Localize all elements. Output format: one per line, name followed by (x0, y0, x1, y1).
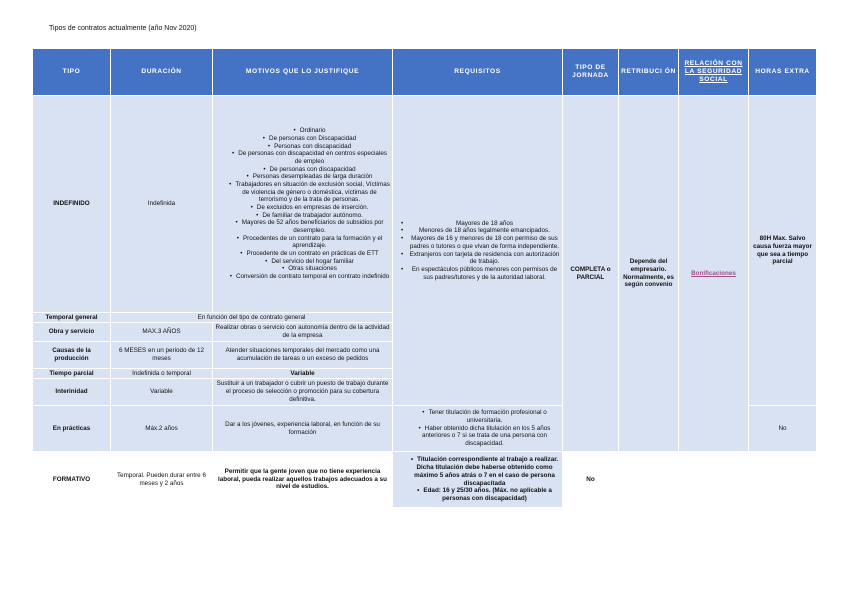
requisito-item: • Haber obtenido dicha titulación en los 5 años anteriores o 7 si se trata de una persona con discapacidad. (409, 425, 560, 448)
requisito-item: • Extranjeros con tarjeta de residencia con autorización de trabajo. (409, 251, 560, 266)
header-row (33, 49, 817, 96)
header-tipo: TIPO (33, 49, 111, 96)
document-title: Tipos de contratos actualmente (año Nov 2020) (49, 25, 197, 32)
motivo-item: • Personas desempleadas de larga duración (229, 173, 390, 181)
motivo-item: • Ordinario (229, 127, 390, 135)
jornada-shared: COMPLETA o PARCIAL (563, 96, 619, 452)
duracion-formativo: Temporal. Pueden durar entre 6 meses y 2 años (111, 452, 213, 508)
requisito-item: • Mayores de 16 y menores de 18 con permiso de sus padres o tutores o que vivan de forma independiente. (409, 235, 560, 250)
duracion-indefinido: Indefinida (111, 96, 213, 313)
requisitos-general (393, 96, 563, 406)
row-formativo (33, 452, 817, 508)
header-seguridad-link[interactable]: RELACIÓN CON LA SEGURIDAD SOCIAL (679, 49, 749, 96)
motivo-item: • Conversión de contrato temporal en contrato indefinido (229, 273, 390, 281)
motivo-item: • Otras situaciones (229, 265, 390, 273)
requisitos-formativo (393, 452, 563, 508)
tipo-interinidad: Interinidad (33, 379, 111, 406)
header-jornada: TIPO DE JORNADA (563, 49, 619, 96)
bonificaciones-link[interactable]: Bonificaciones (691, 269, 736, 277)
temporal-general-text: En función del tipo de contrato general (111, 313, 393, 323)
contracts-table (32, 48, 817, 508)
tipo-indefinido: INDEFINIDO (33, 96, 111, 313)
motivos-parcial: Variable (213, 369, 393, 379)
duracion-interinidad: Variable (111, 379, 213, 406)
header-horas: HORAS EXTRA (749, 49, 817, 96)
motivo-item: • Mayores de 52 años beneficiarios de subsidios por desempleo. (229, 219, 390, 234)
horas-indefinido: 80H Max. Salvo causa fuerza mayor que sea a tiempo parcial (749, 96, 817, 406)
header-duracion: DURACIÓN (111, 49, 213, 96)
duracion-practicas: Máx.2 años (111, 406, 213, 452)
motivo-item: • De familiar de trabajador autónomo. (229, 212, 390, 220)
motivo-item: • Procedente de un contrato en prácticas de ETT (229, 250, 390, 258)
tipo-formativo: FORMATIVO (33, 452, 111, 508)
row-indefinido (33, 96, 817, 313)
motivo-item: • Procedentes de un contrato para la formación y el aprendizaje. (229, 235, 390, 250)
tipo-obra: Obra y servicio (33, 323, 111, 342)
requisito-item: • Menores de 18 años legalmente emancipados. (409, 227, 560, 235)
header-requisitos: REQUISITOS (393, 49, 563, 96)
motivos-practicas: Dar a los jóvenes, experiencia laboral, en función de su formación (213, 406, 393, 452)
requisito-item: • Edad: 16 y 25/30 años. (Máx. no aplicable a personas con discapacidad) (409, 487, 560, 502)
requisito-item: • Mayores de 18 años (409, 220, 560, 228)
requisito-item: • Tener titulación de formación profesional o universitaria. (409, 409, 560, 424)
motivos-obra: Realizar obras o servicio con autonomía dentro de la actividad de la empresa (213, 323, 393, 342)
duracion-causas: 6 MESES en un periodo de 12 meses (111, 342, 213, 369)
horas-formativo: No (563, 452, 619, 508)
retribucion-shared: Depende del empresario. Normalmente, es según convenio (619, 96, 679, 452)
horas-practicas: No (749, 406, 817, 452)
tipo-practicas: En prácticas (33, 406, 111, 452)
motivos-causas: Atender situaciones temporales del mercado como una acumulación de tareas o un exceso de pedidos (213, 342, 393, 369)
requisitos-practicas (393, 406, 563, 452)
header-motivos: MOTIVOS QUE LO JUSTIFIQUE (213, 49, 393, 96)
requisito-item: • En espectáculos públicos menores con permisos de sus padres/tutores y de la autoridad laboral. (409, 266, 560, 281)
duracion-obra: MAX.3 AÑOS (111, 323, 213, 342)
tipo-parcial: Tiempo parcial (33, 369, 111, 379)
motivo-item: • De excluidos en empresas de inserción. (229, 204, 390, 212)
requisito-item: • Titulación correspondiente al trabajo a realizar. Dicha titulación debe haberse obtenido como máximo 5 años atrás o 7 en el caso de persona discapacitada (409, 456, 560, 487)
motivo-item: • De personas con discapacidad (229, 166, 390, 174)
tipo-causas: Causas de la producción (33, 342, 111, 369)
motivo-item: • Personas con discapacidad (229, 143, 390, 151)
motivo-item: • De personas con Discapacidad (229, 135, 390, 143)
tipo-temporal-general: Temporal general (33, 313, 111, 323)
header-retribucion: RETRIBUCI ÓN (619, 49, 679, 96)
motivo-item: • De personas con discapacidad en centros especiales de empleo (229, 150, 390, 165)
motivo-item: • Trabajadores en situación de exclusión social, Víctimas de violencia de género o doméstica, víctimas de terrorismo y de la trata de personas. (229, 181, 390, 204)
duracion-parcial: Indefinida o temporal (111, 369, 213, 379)
motivos-indefinido (213, 96, 393, 313)
motivo-item: • Del servicio del hogar familiar (229, 258, 390, 266)
seguridad-shared[interactable] (679, 96, 749, 452)
motivos-interinidad: Sustituir a un trabajador o cubrir un puesto de trabajo durante el proceso de selección o promoción para su cobertura definitiva. (213, 379, 393, 406)
motivos-formativo: Permitir que la gente joven que no tiene experiencia laboral, pueda realizar aquellos trabajos adecuados a su nivel de estudios. (213, 452, 393, 508)
